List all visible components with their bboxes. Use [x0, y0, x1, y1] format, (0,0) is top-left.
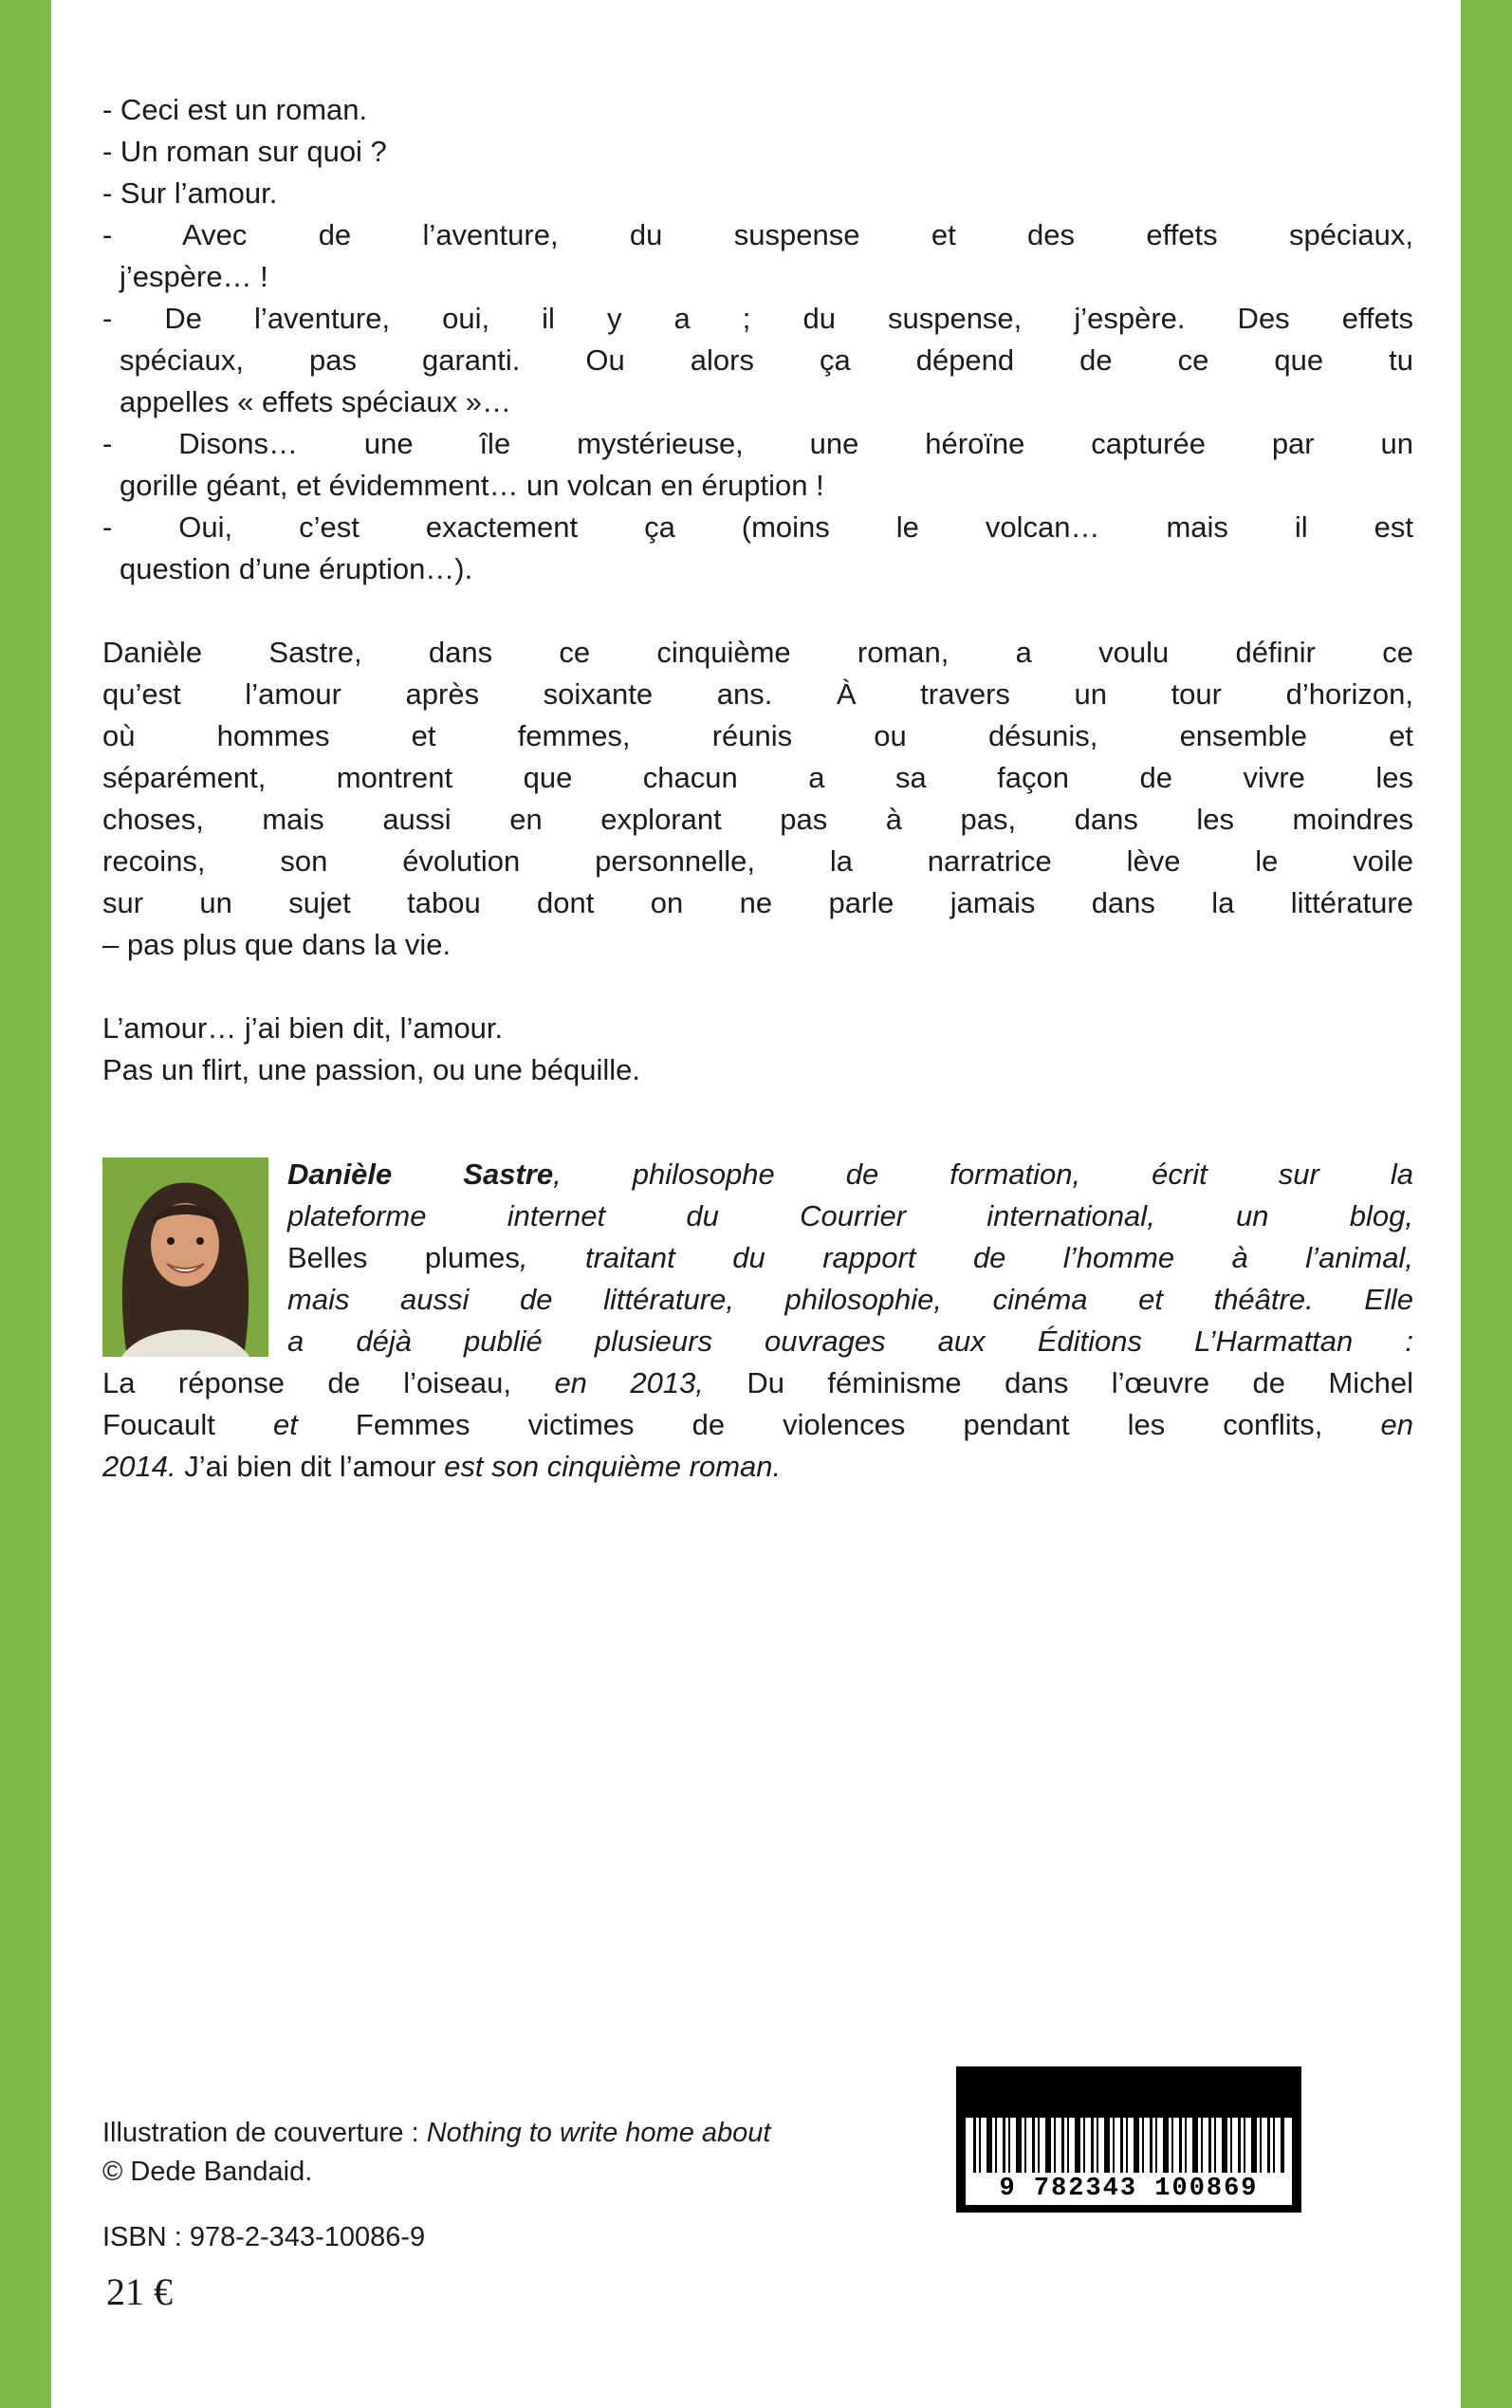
text-line: question d’une éruption…).	[120, 552, 473, 585]
text-line: séparément, montrent que chacun a sa façon de vivre les	[102, 761, 1413, 794]
author-photo	[102, 1158, 268, 1357]
author-bio-block	[102, 1154, 1413, 1488]
author-bio-text	[102, 1154, 1413, 1488]
left-green-border	[0, 0, 51, 2408]
isbn-text: ISBN : 978-2-343-10086-9	[102, 2222, 426, 2252]
text-line: gorille géant, et évidemment… un volcan en éruption !	[120, 469, 824, 502]
text-line: 2014. J’ai bien dit l’amour est son cinquième roman.	[102, 1450, 782, 1483]
text-line: - Oui, c’est exactement ça (moins le volcan… mais il est	[102, 510, 1413, 544]
synopsis-block	[102, 632, 1413, 966]
right-green-border	[1461, 0, 1512, 2408]
text-line: Belles plumes, traitant du rapport de l’homme à l’animal,	[287, 1241, 1414, 1274]
text-line: - Ceci est un roman.	[102, 93, 368, 126]
barcode-window	[966, 2118, 1292, 2205]
text-line: La réponse de l’oiseau, en 2013, Du féminisme dans l’œuvre de Michel	[102, 1366, 1413, 1399]
text-line: - De l’aventure, oui, il y a ; du suspense, j’espère. Des effets	[102, 302, 1413, 335]
price-text: 21 €	[106, 2270, 173, 2313]
barcode-bars	[973, 2118, 1284, 2173]
dialogue-block	[102, 89, 1413, 590]
barcode-digits: 9 782343 100869	[999, 2175, 1259, 2203]
text-line: - Un roman sur quoi ?	[102, 135, 387, 168]
text-line: j’espère… !	[120, 260, 268, 293]
text-line: appelles « effets spéciaux »…	[120, 385, 512, 418]
text-line: - Disons… une île mystérieuse, une héroïne capturée par un	[102, 427, 1413, 460]
back-cover-text	[102, 89, 1413, 1488]
text-line: choses, mais aussi en explorant pas à pas, dans les moindres	[102, 803, 1413, 836]
text-line: Danièle Sastre, philosophe de formation, écrit sur la	[287, 1158, 1414, 1191]
text-line: où hommes et femmes, réunis ou désunis, ensemble et	[102, 719, 1413, 752]
text-line: Danièle Sastre, dans ce cinquième roman, a voulu définir ce	[102, 636, 1413, 669]
text-line: L’amour… j’ai bien dit, l’amour.	[102, 1011, 504, 1045]
tagline-block	[102, 1008, 1413, 1091]
text-line: Foucault et Femmes victimes de violences pendant les conflits, en	[102, 1408, 1413, 1441]
illustration-credit	[102, 2114, 770, 2192]
text-line: spéciaux, pas garanti. Ou alors ça dépend de ce que tu	[120, 343, 1413, 377]
text-line: © Dede Bandaid.	[102, 2157, 313, 2187]
text-line: plateforme internet du Courrier international, un blog,	[287, 1199, 1413, 1232]
text-line: sur un sujet tabou dont on ne parle jamais dans la littérature	[102, 886, 1413, 919]
text-line: - Sur l’amour.	[102, 176, 278, 210]
text-line: mais aussi de littérature, philosophie, cinéma et théâtre. Elle	[287, 1283, 1413, 1316]
text-line: a déjà publié plusieurs ouvrages aux Éditions L’Harmattan :	[287, 1324, 1413, 1358]
text-line: recoins, son évolution personnelle, la narratrice lève le voile	[102, 844, 1413, 878]
text-line: Illustration de couverture : Nothing to write home about	[102, 2118, 771, 2148]
text-line: Pas un flirt, une passion, ou une béquille.	[102, 1053, 640, 1086]
barcode	[956, 2066, 1301, 2213]
text-line: – pas plus que dans la vie.	[102, 928, 452, 961]
text-line: qu’est l’amour après soixante ans. À travers un tour d’horizon,	[102, 677, 1413, 711]
text-line: - Avec de l’aventure, du suspense et des effets spéciaux,	[102, 218, 1413, 251]
author-photo-illustration	[102, 1158, 268, 1357]
